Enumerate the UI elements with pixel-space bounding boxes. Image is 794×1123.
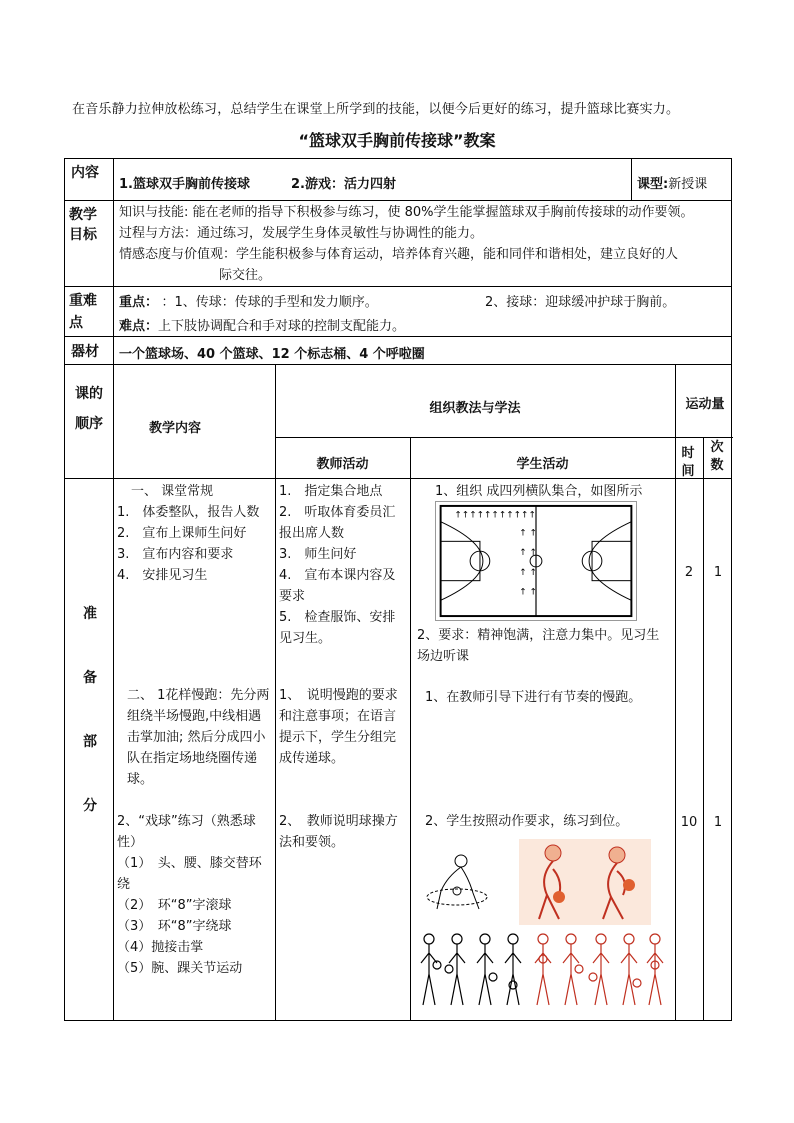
teacher-header: 教师活动 <box>316 457 369 472</box>
key-points-label: 重难点 <box>69 293 97 331</box>
players-group <box>454 511 537 598</box>
part2b-item: （3） 环“8”字绕球 <box>117 919 232 934</box>
court-formation-diagram <box>435 501 637 621</box>
goals-text <box>119 202 729 286</box>
lesson-type-label: 课型: <box>637 177 669 192</box>
content-item-1: 1.篮球双手胸前传接球 <box>119 177 250 192</box>
part2-title: 二、 1花样慢跑：先分两组绕半场慢跑,中线相遇击掌加油; 然后分成四小队在指定场地绕圈传递球。 <box>127 688 270 787</box>
goal-emotion: 情感态度与价值观：学生能积极参与体育运动，培养体育兴趣，能和同伴和谐相处，建立良好的人 <box>119 247 679 262</box>
svg-text:↑↑↑↑↑↑↑↑↑↑↑: ↑↑↑↑↑↑↑↑↑↑↑ <box>454 510 536 521</box>
prep-section-row <box>65 479 731 1020</box>
count-value-1: 1 <box>713 565 723 580</box>
org-header: 组织教法与学法 <box>429 401 521 416</box>
section-label-1: 准 <box>83 606 97 622</box>
section-label-3: 部 <box>83 734 97 750</box>
content-header: 教学内容 <box>149 421 202 436</box>
svg-text:↑ ↑: ↑ ↑ <box>519 528 537 539</box>
student-activity-1a: 1、组织 成四列横队集合，如图所示 <box>435 484 643 499</box>
time-value-1: 2 <box>684 565 694 580</box>
page-title: “篮球双手胸前传接球”教案 <box>298 131 496 150</box>
equipment-label: 器材 <box>71 344 99 360</box>
lesson-type-value: 新授课 <box>668 177 708 192</box>
part2b-item: （4）抛接击掌 <box>117 940 204 955</box>
part2b-item: （5）腕、踝关节运动 <box>117 961 243 976</box>
load-header: 运动量 <box>685 397 725 412</box>
order-header: 课的顺序 <box>75 386 103 432</box>
key-points-row <box>65 287 731 337</box>
part2b-block <box>117 811 271 979</box>
student-activity-1b: 2、要求：精神饱满，注意力集中。见习生场边听课 <box>417 628 660 664</box>
student-activity-3: 2、学生按照动作要求，练习到位。 <box>425 814 629 829</box>
goal-knowledge: 知识与技能: 能在老师的指导下积极参与练习，使 80%学生能掌握篮球双手胸前传接球的动作要领。 <box>119 205 694 220</box>
teacher-activity-2: 1、 说明慢跑的要求和注意事项；在语言提示下，学生分组完成传递球。 <box>279 688 398 766</box>
svg-text:↑ ↑: ↑ ↑ <box>519 587 537 598</box>
teacher-step: 5. 检查服饰、安排见习生。 <box>279 610 396 646</box>
teacher-activity-1 <box>279 481 407 649</box>
lesson-type <box>637 173 707 192</box>
time-header: 时间 <box>681 446 695 479</box>
part1-item: 1. 体委整队，报告人数 <box>117 505 260 520</box>
equipment-value: 一个篮球场、40 个篮球、12 个标志桶、4 个呼啦圈 <box>119 347 425 362</box>
teacher-activity-3: 2、 教师说明球操方法和要领。 <box>279 814 398 850</box>
content-item-2: 2.游戏：活力四射 <box>291 177 396 192</box>
part1-item: 3. 宣布内容和要求 <box>117 547 234 562</box>
difficulty-text: 上下肢协调配合和手对球的控制支配能力。 <box>158 319 406 334</box>
count-value-2: 1 <box>713 815 723 830</box>
ball-handling-figure-2 <box>519 839 651 925</box>
svg-text:↑ ↑: ↑ ↑ <box>519 567 537 578</box>
svg-text:↑ ↑: ↑ ↑ <box>519 548 537 559</box>
goal-process: 过程与方法：通过练习，发展学生身体灵敏性与协调性的能力。 <box>119 226 484 241</box>
intro-text: 在音乐静力拉伸放松练习，总结学生在课堂上所学到的技能，以便今后更好的练习，提升篮球比赛实力。 <box>72 102 680 117</box>
section-label-2: 备 <box>83 670 97 686</box>
time-value-2: 10 <box>680 815 698 830</box>
content-row <box>65 159 731 201</box>
part1-item: 4. 安排见习生 <box>117 568 208 583</box>
header-row <box>65 365 731 479</box>
key-label: 重点： <box>119 295 152 310</box>
equipment-row <box>65 337 731 365</box>
count-header: 次数 <box>710 440 724 473</box>
teaching-content-col <box>117 481 271 586</box>
part1-item: 2. 宣布上课师生问好 <box>117 526 247 541</box>
student-header: 学生活动 <box>516 457 569 472</box>
goals-label: 教学目标 <box>69 207 97 243</box>
student-activity-2: 1、在教师引导下进行有节奏的慢跑。 <box>425 690 642 705</box>
lesson-plan-table <box>64 158 732 1021</box>
difficulty-label: 难点： <box>119 319 159 334</box>
difficulty-line <box>119 315 405 334</box>
part2b-item: （2） 环“8”字滚球 <box>117 898 232 913</box>
teacher-step: 1. 指定集合地点 <box>279 484 383 499</box>
key-point-line <box>119 291 378 310</box>
goal-emotion-cont: 际交往。 <box>219 268 272 283</box>
part1-title: 一、 课堂常规 <box>131 484 214 499</box>
goals-row <box>65 201 731 287</box>
part2b-item: （1） 头、腰、膝交替环绕 <box>117 856 262 892</box>
content-label: 内容 <box>71 165 99 181</box>
teacher-step: 3. 师生问好 <box>279 547 357 562</box>
part2b-title: 2、“戏球”练习（熟悉球性） <box>117 814 256 850</box>
key-point-1: ：1、传球：传球的手型和发力顺序。 <box>161 295 378 310</box>
teacher-step: 2. 听取体育委员汇报出席人数 <box>279 505 396 541</box>
section-label-4: 分 <box>83 798 97 814</box>
ball-handling-figures-row <box>417 929 671 1013</box>
teacher-step: 4. 宣布本课内容及要求 <box>279 568 396 604</box>
ball-handling-figure-1 <box>417 847 505 913</box>
key-point-2: 2、接球：迎球缓冲护球于胸前。 <box>485 295 676 310</box>
